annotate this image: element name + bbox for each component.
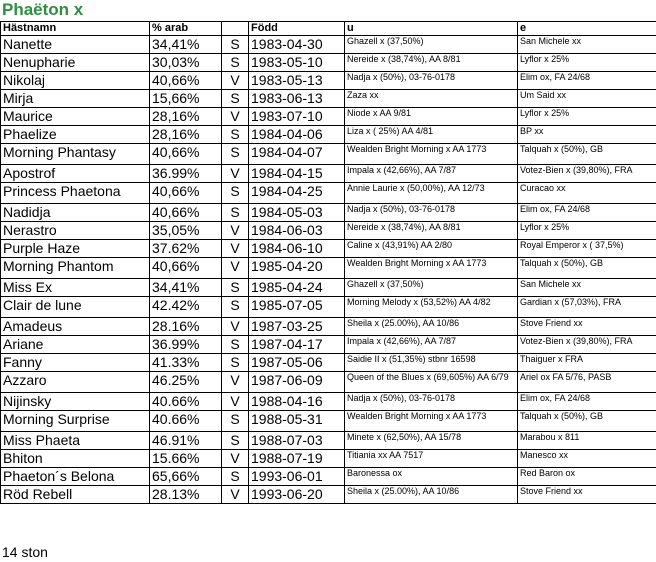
table-row — [1, 411, 656, 432]
cell-name: Phaelize — [1, 126, 150, 144]
cell-sire: Talquah x (50%), GB — [518, 411, 656, 432]
cell-sire: Elim ox, FA 24/68 — [518, 72, 656, 90]
table-row — [1, 279, 656, 297]
cell-born: 1987-04-17 — [249, 336, 345, 354]
cell-sire: Elim ox, FA 24/68 — [518, 393, 656, 411]
cell-sire: Votez-Bien x (39,80%), FRA — [518, 165, 656, 183]
cell-born: 1993-06-01 — [249, 468, 345, 486]
cell-sex: V — [222, 486, 249, 504]
cell-dam: Zaza xx — [345, 90, 518, 108]
cell-percent-arab: 40,66% — [150, 72, 222, 90]
cell-sire: Manesco xx — [518, 450, 656, 468]
cell-name: Phaeton´s Belona — [1, 468, 150, 486]
table-row — [1, 486, 656, 504]
cell-sex: S — [222, 144, 249, 165]
cell-born: 1987-03-25 — [249, 318, 345, 336]
cell-born: 1988-07-03 — [249, 432, 345, 450]
cell-dam: Wealden Bright Morning x AA 1773 — [345, 144, 518, 165]
cell-percent-arab: 40.66% — [150, 411, 222, 432]
cell-born: 1984-06-10 — [249, 240, 345, 258]
cell-sire: Red Baron ox — [518, 468, 656, 486]
cell-dam: Morning Melody x (53,52%) AA 4/82 — [345, 297, 518, 318]
cell-born: 1983-05-10 — [249, 54, 345, 72]
cell-sire: Talquah x (50%), GB — [518, 144, 656, 165]
cell-name: Apostrof — [1, 165, 150, 183]
table-row — [1, 183, 656, 204]
cell-sex: V — [222, 258, 249, 279]
header-percent-arab: % arab — [150, 22, 222, 36]
cell-sex: S — [222, 90, 249, 108]
cell-percent-arab: 28,16% — [150, 108, 222, 126]
cell-name: Morning Phantasy — [1, 144, 150, 165]
cell-dam: Wealden Bright Morning x AA 1773 — [345, 411, 518, 432]
cell-sire: Curacao xx — [518, 183, 656, 204]
table-row — [1, 204, 656, 222]
cell-born: 1988-07-19 — [249, 450, 345, 468]
cell-sire: Lyflor x 25% — [518, 108, 656, 126]
cell-born: 1983-04-30 — [249, 36, 345, 54]
cell-born: 1984-04-15 — [249, 165, 345, 183]
cell-dam: Sheila x (25.00%), AA 10/86 — [345, 486, 518, 504]
cell-sire: Um Said xx — [518, 90, 656, 108]
cell-percent-arab: 36.99% — [150, 336, 222, 354]
table-row — [1, 258, 656, 279]
cell-dam: Queen of the Blues x (69,605%) AA 6/79 — [345, 372, 518, 393]
cell-percent-arab: 40,66% — [150, 204, 222, 222]
cell-sex: S — [222, 279, 249, 297]
cell-born: 1983-05-13 — [249, 72, 345, 90]
cell-percent-arab: 41.33% — [150, 354, 222, 372]
cell-born: 1983-07-10 — [249, 108, 345, 126]
cell-dam: Nereide x (38,74%), AA 8/81 — [345, 54, 518, 72]
cell-sex: V — [222, 318, 249, 336]
header-dam: u — [345, 22, 518, 36]
cell-percent-arab: 28.13% — [150, 486, 222, 504]
cell-percent-arab: 15,66% — [150, 90, 222, 108]
cell-name: Bhiton — [1, 450, 150, 468]
cell-dam: Wealden Bright Morning x AA 1773 — [345, 258, 518, 279]
cell-sex: V — [222, 222, 249, 240]
cell-name: Morning Phantom — [1, 258, 150, 279]
cell-percent-arab: 34,41% — [150, 36, 222, 54]
header-name: Hästnamn — [1, 22, 150, 36]
cell-percent-arab: 28,16% — [150, 126, 222, 144]
table-row — [1, 72, 656, 90]
cell-sex: S — [222, 297, 249, 318]
cell-name: Nenupharie — [1, 54, 150, 72]
cell-percent-arab: 15.66% — [150, 450, 222, 468]
cell-sex: S — [222, 36, 249, 54]
cell-sex: S — [222, 336, 249, 354]
cell-sire: Stove Friend xx — [518, 486, 656, 504]
cell-sire: Talquah x (50%), GB — [518, 258, 656, 279]
cell-sex: S — [222, 126, 249, 144]
cell-percent-arab: 40,66% — [150, 183, 222, 204]
cell-born: 1993-06-20 — [249, 486, 345, 504]
table-row — [1, 108, 656, 126]
cell-name: Azzaro — [1, 372, 150, 393]
table-row — [1, 354, 656, 372]
cell-name: Morning Surprise — [1, 411, 150, 432]
cell-dam: Annie Laurie x (50,00%), AA 12/73 — [345, 183, 518, 204]
table-row — [1, 336, 656, 354]
table-row — [1, 432, 656, 450]
cell-name: Nanette — [1, 36, 150, 54]
cell-name: Mirja — [1, 90, 150, 108]
cell-born: 1983-06-13 — [249, 90, 345, 108]
cell-dam: Saidie II x (51,35%) stbnr 16598 — [345, 354, 518, 372]
cell-sex: S — [222, 204, 249, 222]
table-row — [1, 222, 656, 240]
cell-dam: Ghazell x (37,50%) — [345, 36, 518, 54]
cell-sex: V — [222, 372, 249, 393]
header-sire: e — [518, 22, 656, 36]
table-row — [1, 393, 656, 411]
page-title: Phaëton x — [2, 0, 84, 19]
cell-sex: S — [222, 411, 249, 432]
cell-dam: Minete x (62,50%), AA 15/78 — [345, 432, 518, 450]
cell-sire: Gardian x (57,03%), FRA — [518, 297, 656, 318]
cell-sire: Marabou x 811 — [518, 432, 656, 450]
cell-born: 1984-04-25 — [249, 183, 345, 204]
header-born: Född — [249, 22, 345, 36]
cell-born: 1984-04-06 — [249, 126, 345, 144]
cell-percent-arab: 37.62% — [150, 240, 222, 258]
cell-sire: Royal Emperor x ( 37,5%) — [518, 240, 656, 258]
cell-sex: V — [222, 72, 249, 90]
cell-percent-arab: 40.66% — [150, 393, 222, 411]
cell-name: Nadidja — [1, 204, 150, 222]
cell-name: Ariane — [1, 336, 150, 354]
cell-name: Nijinsky — [1, 393, 150, 411]
cell-name: Purple Haze — [1, 240, 150, 258]
cell-sire: BP xx — [518, 126, 656, 144]
table-row — [1, 54, 656, 72]
cell-name: Röd Rebell — [1, 486, 150, 504]
cell-percent-arab: 40,66% — [150, 144, 222, 165]
cell-sex: S — [222, 354, 249, 372]
cell-percent-arab: 34,41% — [150, 279, 222, 297]
cell-name: Miss Ex — [1, 279, 150, 297]
header-sex — [222, 22, 249, 36]
cell-sire: Stove Friend xx — [518, 318, 656, 336]
cell-name: Princess Phaetona — [1, 183, 150, 204]
cell-sire: Elim ox, FA 24/68 — [518, 204, 656, 222]
cell-percent-arab: 46.91% — [150, 432, 222, 450]
cell-sire: Lyflor x 25% — [518, 222, 656, 240]
cell-sex: S — [222, 54, 249, 72]
cell-name: Maurice — [1, 108, 150, 126]
cell-sex: S — [222, 183, 249, 204]
table-row — [1, 318, 656, 336]
cell-dam: Impala x (42,66%), AA 7/87 — [345, 165, 518, 183]
table-row — [1, 36, 656, 54]
cell-dam: Niode x AA 9/81 — [345, 108, 518, 126]
cell-dam: Nadja x (50%), 03-76-0178 — [345, 72, 518, 90]
table-row — [1, 297, 656, 318]
cell-dam: Liza x ( 25%) AA 4/81 — [345, 126, 518, 144]
table-row — [1, 144, 656, 165]
cell-percent-arab: 46.25% — [150, 372, 222, 393]
cell-dam: Ghazell x (37,50%) — [345, 279, 518, 297]
cell-born: 1984-06-03 — [249, 222, 345, 240]
cell-born: 1984-05-03 — [249, 204, 345, 222]
cell-percent-arab: 30,03% — [150, 54, 222, 72]
cell-percent-arab: 40,66% — [150, 258, 222, 279]
cell-sire: Votez-Bien x (39,80%), FRA — [518, 336, 656, 354]
cell-dam: Baronessa ox — [345, 468, 518, 486]
cell-born: 1985-04-20 — [249, 258, 345, 279]
table-row — [1, 468, 656, 486]
table-row — [1, 126, 656, 144]
cell-sire: San Michele xx — [518, 36, 656, 54]
cell-sire: Ariel ox FA 5/76, PASB — [518, 372, 656, 393]
cell-sire: Thaiguer x FRA — [518, 354, 656, 372]
cell-sex: V — [222, 450, 249, 468]
cell-dam: Nadja x (50%), 03-76-0178 — [345, 204, 518, 222]
cell-born: 1987-06-09 — [249, 372, 345, 393]
cell-dam: Titiania xx AA 7517 — [345, 450, 518, 468]
table-row — [1, 450, 656, 468]
cell-dam: Nadja x (50%), 03-76-0178 — [345, 393, 518, 411]
cell-sex: S — [222, 468, 249, 486]
cell-percent-arab: 35,05% — [150, 222, 222, 240]
cell-dam: Caline x (43,91%) AA 2/80 — [345, 240, 518, 258]
cell-born: 1988-05-31 — [249, 411, 345, 432]
cell-dam: Impala x (42,66%), AA 7/87 — [345, 336, 518, 354]
cell-sex: S — [222, 432, 249, 450]
cell-sex: V — [222, 108, 249, 126]
cell-sire: San Michele xx — [518, 279, 656, 297]
cell-born: 1985-04-24 — [249, 279, 345, 297]
cell-born: 1988-04-16 — [249, 393, 345, 411]
cell-sex: V — [222, 240, 249, 258]
cell-percent-arab: 42.42% — [150, 297, 222, 318]
cell-born: 1987-05-06 — [249, 354, 345, 372]
cell-sex: V — [222, 165, 249, 183]
table-header-row — [1, 22, 656, 36]
cell-name: Amadeus — [1, 318, 150, 336]
cell-dam: Sheila x (25.00%), AA 10/86 — [345, 318, 518, 336]
cell-percent-arab: 36.99% — [150, 165, 222, 183]
cell-name: Nerastro — [1, 222, 150, 240]
horse-table — [0, 21, 656, 504]
cell-name: Nikolaj — [1, 72, 150, 90]
table-row — [1, 165, 656, 183]
cell-name: Fanny — [1, 354, 150, 372]
cell-sex: V — [222, 393, 249, 411]
footer-count: 14 ston — [2, 544, 48, 560]
cell-percent-arab: 65,66% — [150, 468, 222, 486]
cell-dam: Nereide x (38,74%), AA 8/81 — [345, 222, 518, 240]
table-row — [1, 90, 656, 108]
table-row — [1, 240, 656, 258]
table-row — [1, 372, 656, 393]
cell-born: 1985-07-05 — [249, 297, 345, 318]
cell-name: Clair de lune — [1, 297, 150, 318]
cell-percent-arab: 28.16% — [150, 318, 222, 336]
cell-sire: Lyflor x 25% — [518, 54, 656, 72]
cell-born: 1984-04-07 — [249, 144, 345, 165]
cell-name: Miss Phaeta — [1, 432, 150, 450]
